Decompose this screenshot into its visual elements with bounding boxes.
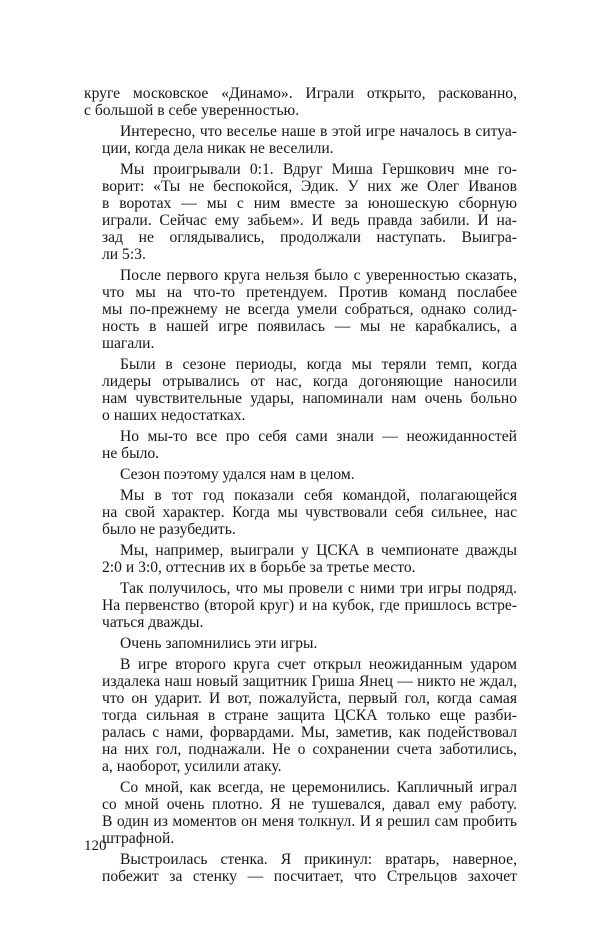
paragraph: [84, 356, 517, 424]
text-line: было не разубедить.: [102, 521, 236, 538]
text-line: Были в сезоне периоды, когда мы теряли темп, когда: [120, 356, 517, 373]
text-line: что он ударит. И вот, пожалуйста, первый гол, когда самая: [102, 690, 517, 707]
text-line: тогда сильная в стране защита ЦСКА только еще разби-: [102, 707, 517, 724]
text-line: Так получилось, что мы провели с ними три игры подряд.: [120, 580, 517, 597]
text-line: на свой характер. Когда мы чувствовали себя сильнее, нас: [102, 504, 517, 521]
text-line: что мы на что-то претендуем. Против команд послабее: [102, 284, 517, 301]
paragraph: [84, 428, 517, 462]
paragraph: [84, 161, 517, 263]
text-line: Очень запомнились эти игры.: [120, 635, 318, 652]
paragraph: [84, 656, 517, 775]
text-line: в воротах — мы с ним вместе за юношескую сборную: [102, 195, 517, 212]
paragraph: [84, 851, 517, 885]
paragraph: [84, 635, 517, 652]
text-line: лидеры отрывались от нас, когда догоняющие наносили: [102, 373, 517, 390]
text-line: чаться дважды.: [102, 614, 204, 631]
text-line: с большой в себе уверенностью.: [84, 102, 300, 119]
text-line: Интересно, что веселье наше в этой игре началось в ситуа-: [120, 123, 517, 140]
text-line: На первенство (второй круг) и на кубок, где пришлось встре-: [102, 597, 517, 614]
paragraph: [84, 779, 517, 847]
text-line: Выстроилась стенка. Я прикинул: вратарь, наверное,: [120, 851, 517, 868]
text-line: шагали.: [102, 335, 155, 352]
text-line: Мы проигрывали 0:1. Вдруг Миша Гершкович мне го-: [120, 161, 517, 178]
text-line: Сезон поэтому удался нам в целом.: [120, 466, 355, 483]
text-line: на них гол, поднажали. Не о сохранении счета заботились,: [102, 741, 517, 758]
text-line: ли 5:3.: [102, 246, 146, 263]
text-line: побежит за стенку — посчитает, что Стрельцов захочет: [102, 868, 517, 885]
text-line: нам чувствительные удары, напоминали нам очень больно: [102, 390, 517, 407]
text-line: Со мной, как всегда, не церемонились. Капличный играл: [120, 779, 517, 796]
text-line: В игре второго круга счет открыл неожиданным ударом: [120, 656, 517, 673]
text-line: штрафной.: [102, 830, 175, 847]
paragraph: [84, 267, 517, 352]
text-line: ворит: «Ты не беспокойся, Эдик. У них же Олег Иванов: [102, 178, 517, 195]
text-line: мы по-прежнему не всегда умели собраться, однако солид-: [102, 301, 517, 318]
text-line: ралась с нами, форвардами. Мы, заметив, как подействовал: [102, 724, 517, 741]
paragraph: [84, 542, 517, 576]
text-line: Но мы-то все про себя сами знали — неожиданностей: [120, 428, 517, 445]
text-line: круге московское «Динамо». Играли открыто, раскованно,: [84, 85, 517, 102]
paragraph: [84, 487, 517, 538]
text-line: 2:0 и 3:0, оттеснив их в борьбе за третье место.: [102, 559, 416, 576]
text-line: а, наоборот, усилили атаку.: [102, 758, 282, 775]
text-line: В один из моментов он меня толкнул. И я решил сам пробить: [102, 813, 517, 830]
paragraph: [84, 123, 517, 157]
text-line: ность в нашей игре появилась — мы не карабкались, а: [102, 318, 517, 335]
text-line: со мной очень плотно. Я не тушевался, давал ему работу.: [102, 796, 517, 813]
paragraph: [84, 466, 517, 483]
page-number: 120: [84, 838, 107, 854]
text-line: После первого круга нельзя было с уверенностью сказать,: [120, 267, 517, 284]
text-line: о наших недостатках.: [102, 407, 246, 424]
text-line: издалека наш новый защитник Гриша Янец — никто не ждал,: [102, 673, 517, 690]
text-line: Мы, например, выиграли у ЦСКА в чемпионате дважды: [120, 542, 517, 559]
text-line: ции, когда дела никак не веселили.: [102, 140, 334, 157]
paragraph: [84, 85, 517, 119]
text-line: не было.: [102, 445, 160, 462]
text-line: зад не оглядывались, продолжали наступать. Выигра-: [102, 229, 517, 246]
text-line: Мы в тот год показали себя командой, полагающейся: [120, 487, 517, 504]
paragraph: [84, 580, 517, 631]
book-page-text: [84, 85, 517, 889]
text-line: играли. Сейчас ему забьем». И ведь правда забили. И на-: [102, 212, 517, 229]
